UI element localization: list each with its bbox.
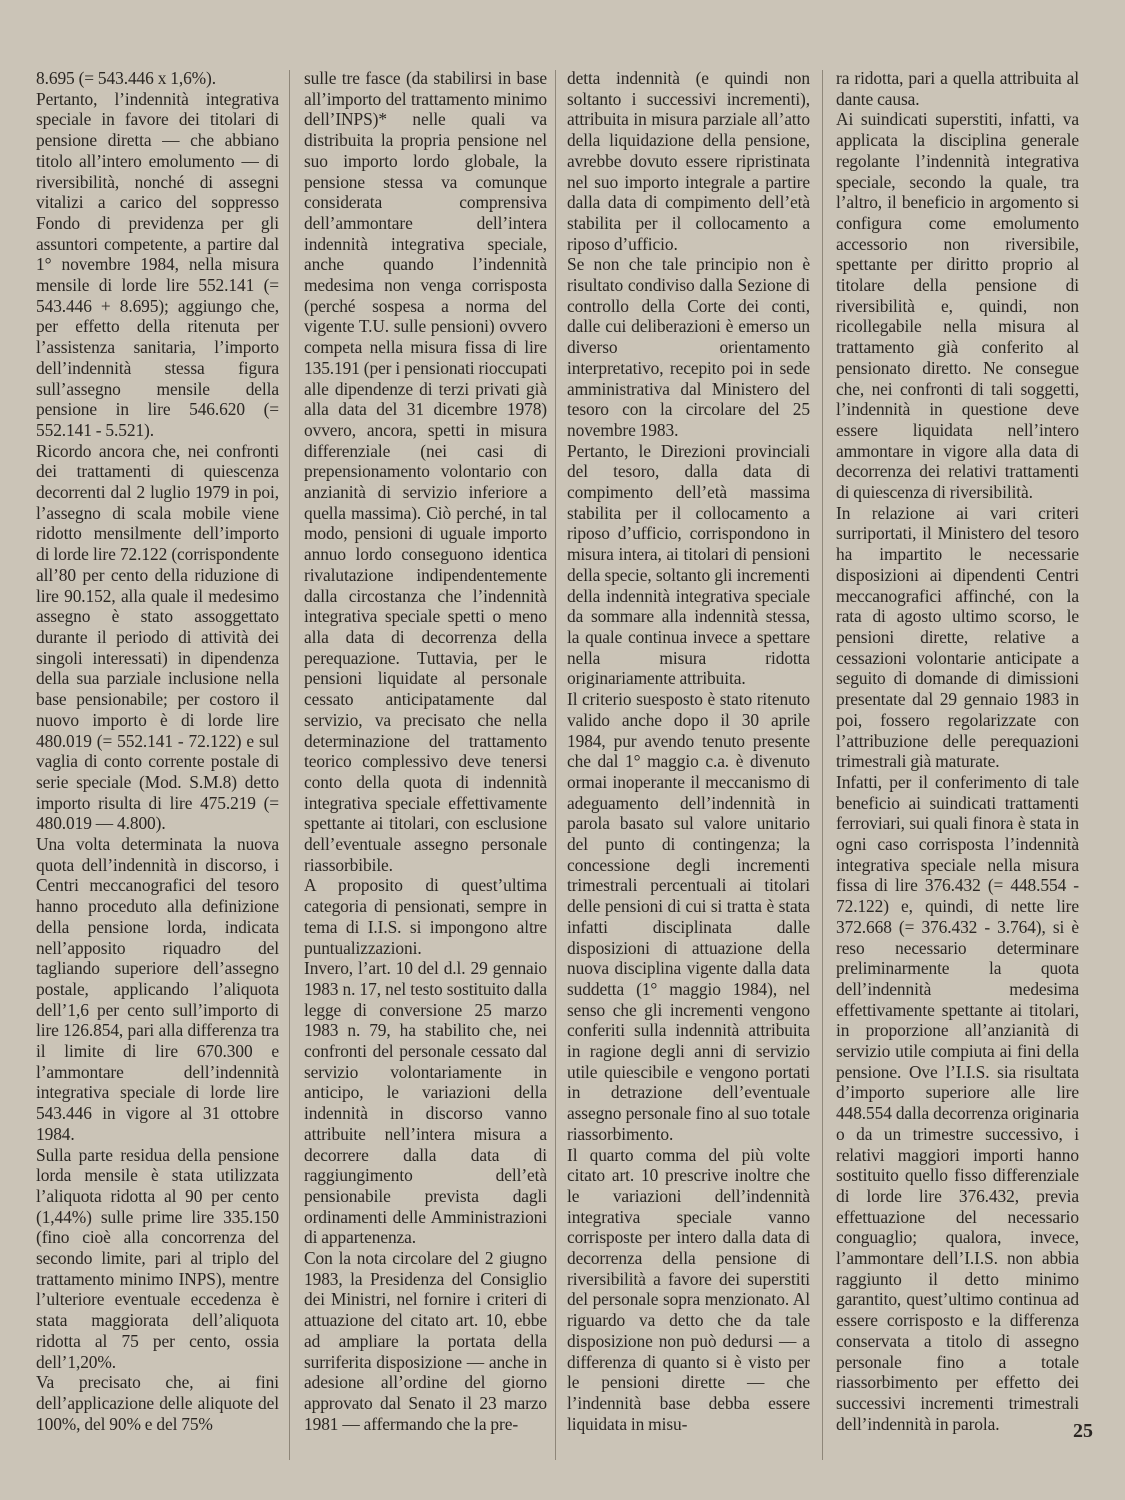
- paragraph: Ricordo ancora che, nei confronti dei trattamenti di quiescenza decorrenti dal 2 luglio 1979 in poi, l’assegno di scala mobile viene ridotto mensilmente dell’importo di lorde lire 72.122 (corrispondente all’80 per cento della riduzione di lire 90.152, alla quale il medesimo assegno è stato assoggettato durante il periodo di attività dei singoli interessati) in dipendenza della sua parziale inclusione nella base pensionabile; per costoro il nuovo importo è di lorde lire 480.019 (= 552.141 - 72.122) e sul vaglia di conto corrente postale di serie speciale (Mod. S.M.8) detto importo risulta di lire 475.219 (= 480.019 — 4.800).: [36, 440, 279, 834]
- paragraph: detta indennità (e quindi non soltanto i successivi incrementi), attribuita in misura parziale all’atto della liquidazione della pensione, avrebbe dovuto essere ripristinata nel suo importo integrale a partire dalla data di compimento dell’età stabilita per il collocamento a riposo d’ufficio.: [567, 68, 810, 254]
- paragraph: Ai suindicati superstiti, infatti, va applicata la disciplina generale regolante l’indennità integrativa speciale, secondo la quale, tra l’altro, il beneficio in argomento si configura come emolumento accessorio non riversibile, spettante per diritto proprio al titolare della pensione di riversibilità e, quindi, non ricollegabile nella misura al trattamento già conferito al pensionato diretto. Ne consegue che, nei confronti di tali soggetti, l’indennità in questione deve essere liquidata nell’intero ammontare in vigore alla data di decorrenza dei relativi trattamenti di quiescenza di riversibilità.: [836, 109, 1079, 503]
- text-column-3: [567, 68, 810, 1468]
- paragraph: Va precisato che, ai fini dell’applicazione delle aliquote del 100%, del 90% e del 75%: [36, 1372, 279, 1434]
- column-rule: [289, 70, 290, 1460]
- paragraph: Sulla parte residua della pensione lorda mensile è stata utilizzata l’aliquota ridotta al 90 per cento (1,44%) sulle prime lire 335.150 (fino cioè alla concorrenza del secondo limite, pari al triplo del trattamento minimo INPS), mentre l’ulteriore eventuale eccedenza è stata maggiorata dell’aliquota ridotta al 75 per cento, ossia dell’1,20%.: [36, 1144, 279, 1372]
- paragraph: Invero, l’art. 10 del d.l. 29 gennaio 1983 n. 17, nel testo sostituito dalla legge di conversione 25 marzo 1983 n. 79, ha stabilito che, nei confronti del personale cessato dal servizio volontariamente in anticipo, le variazioni della indennità in discorso vanno attribuite nell’intera misura a decorrere dalla data di raggiungimento dell’età pensionabile prevista dagli ordinamenti delle Amministrazioni di appartenenza.: [304, 958, 547, 1248]
- paragraph: ra ridotta, pari a quella attribuita al dante causa.: [836, 68, 1079, 109]
- column-rule: [822, 70, 823, 1460]
- page-number: 25: [1073, 1420, 1093, 1442]
- paragraph: sulle tre fasce (da stabilirsi in base all’importo del trattamento minimo dell’INPS)* nelle quali va distribuita la propria pensione nel suo importo lordo globale, la pensione stessa va comunque considerata comprensiva dell’ammontare dell’intera indennità integrativa speciale, anche quando l’indennità medesima non venga corrisposta (perché sospesa a norma del vigente T.U. sulle pensioni) ovvero competa nella misura fissa di lire 135.191 (per i pensionati rioccupati alle dipendenze di terzi privati già alla data del 31 dicembre 1978) ovvero, ancora, spetti in misura differenziale (nei casi di prepensionamento volontario con anzianità di servizio inferiore a quella massima). Ciò perché, in tal modo, pensioni di uguale importo annuo lordo conseguono identica rivalutazione indipendentemente dalla circostanza che l’indennità integrativa speciale spetti o meno alla data di decorrenza della perequazione. Tuttavia, per le pensioni liquidate al personale cessato anticipatamente dal servizio, va precisato che nella determinazione del trattamento teorico complessivo deve tenersi conto della quota di indennità integrativa speciale effettivamente spettante ai titolari, con esclusione dell’eventuale assegno personale riassorbibile.: [304, 68, 547, 875]
- paragraph: Infatti, per il conferimento di tale beneficio ai suindicati trattamenti ferroviari, sui quali finora è stata in ogni caso corrisposta l’indennità integrativa speciale nella misura fissa di lire 376.432 (= 448.554 - 72.122) e, quindi, di nette lire 372.668 (= 376.432 - 3.764), si è reso necessario determinare preliminarmente la quota dell’indennità medesima effettivamente spettante ai titolari, in proporzione all’anzianità di servizio utile compiuta ai fini della pensione. Ove l’I.I.S. sia risultata d’importo superiore alle lire 448.554 dalla decorrenza originaria o da un trimestre successivo, i relativi maggiori importi hanno sostituito quello fisso differenziale di lorde lire 376.432, previa effettuazione del necessario conguaglio; qualora, invece, l’ammontare dell’I.I.S. non abbia raggiunto il detto minimo garantito, quest’ultimo continua ad essere corrisposto e la differenza conservata a titolo di assegno personale fino a totale riassorbimento per effetto dei successivi incrementi trimestrali dell’indennità in parola.: [836, 771, 1079, 1434]
- paragraph: Una volta determinata la nuova quota dell’indennità in discorso, i Centri meccanografici del tesoro hanno proceduto alla definizione della pensione lorda, indicata nell’apposito riquadro del tagliando superiore dell’assegno postale, applicando l’aliquota dell’1,6 per cento sull’importo di lire 126.854, pari alla differenza tra il limite di lire 670.300 e l’ammontare dell’indennità integrativa speciale di lorde lire 543.446 in vigore al 31 ottobre 1984.: [36, 834, 279, 1144]
- text-column-1: [36, 68, 279, 1468]
- paragraph: In relazione ai vari criteri surriportati, il Ministero del tesoro ha impartito le necessarie disposizioni ai dipendenti Centri meccanografici affinché, con la rata di agosto ultimo scorso, le pensioni dirette, relative a cessazioni volontarie anticipate a seguito di domande di dimissioni presentate dal 29 gennaio 1983 in poi, fossero regolarizzate con l’attribuzione delle perequazioni trimestrali già maturate.: [836, 502, 1079, 772]
- paragraph: Il criterio suesposto è stato ritenuto valido anche dopo il 30 aprile 1984, pur avendo tenuto presente che dal 1° maggio c.a. è divenuto ormai inoperante il meccanismo di adeguamento dell’indennità in parola basato sul valore unitario del punto di contingenza; la concessione degli incrementi trimestrali percentuali ai titolari delle pensioni di cui si tratta è stata infatti disciplinata dalle disposizioni di attuazione della nuova disciplina vigente dalla data suddetta (1° maggio 1984), nel senso che gli incrementi vengono conferiti sulla indennità attribuita in ragione degli anni di servizio utile quiescibile e vengono portati in detrazione dell’eventuale assegno personale fino al suo totale riassorbimento.: [567, 689, 810, 1144]
- column-rule: [555, 70, 556, 1460]
- text-column-2: [304, 68, 547, 1468]
- paragraph: Con la nota circolare del 2 giugno 1983, la Presidenza del Consiglio dei Ministri, nel fornire i criteri di attuazione del citato art. 10, ebbe ad ampliare la portata della surriferita disposizione — anche in adesione all’ordine del giorno approvato dal Senato il 23 marzo 1981 — affermando che la pre-: [304, 1248, 547, 1434]
- paragraph: Il quarto comma del più volte citato art. 10 prescrive inoltre che le variazioni dell’indennità integrativa speciale vanno corrisposte per intero dalla data di decorrenza della pensione di riversibilità a favore dei superstiti del personale sopra menzionato. Al riguardo va detto che da tale disposizione non può dedursi — a differenza di quanto si è visto per le pensioni dirette — che l’indennità base debba essere liquidata in misu-: [567, 1144, 810, 1434]
- paragraph: Se non che tale principio non è risultato condiviso dalla Sezione di controllo della Corte dei conti, dalle cui deliberazioni è emerso un diverso orientamento interpretativo, recepito poi in sede amministrativa dal Ministero del tesoro con la circolare del 25 novembre 1983.: [567, 254, 810, 440]
- paragraph: Pertanto, l’indennità integrativa speciale in favore dei titolari di pensione diretta — che abbiano titolo all’intero emolumento — di riversibilità, nonché di assegni vitalizi a carico del soppresso Fondo di previdenza per gli assuntori competente, a partire dal 1° novembre 1984, nella misura mensile di lorde lire 552.141 (= 543.446 + 8.695); aggiungo che, per effetto della ritenuta per l’assistenza sanitaria, l’importo dell’indennità stessa figura sull’assegno mensile della pensione in lire 546.620 (= 552.141 - 5.521).: [36, 88, 279, 440]
- paragraph: 8.695 (= 543.446 x 1,6%).: [36, 68, 216, 88]
- paragraph: A proposito di quest’ultima categoria di pensionati, sempre in tema di I.I.S. si impongono altre puntualizzazioni.: [304, 875, 547, 958]
- paragraph: Pertanto, le Direzioni provinciali del tesoro, dalla data di compimento dell’età massima stabilita per il collocamento a riposo d’ufficio, corrispondono in misura intera, ai titolari di pensioni della specie, soltanto gli incrementi della indennità integrativa speciale da sommare alla indennità stessa, la quale continua invece a spettare nella misura ridotta originariamente attribuita.: [567, 440, 810, 689]
- text-column-4: [836, 68, 1079, 1468]
